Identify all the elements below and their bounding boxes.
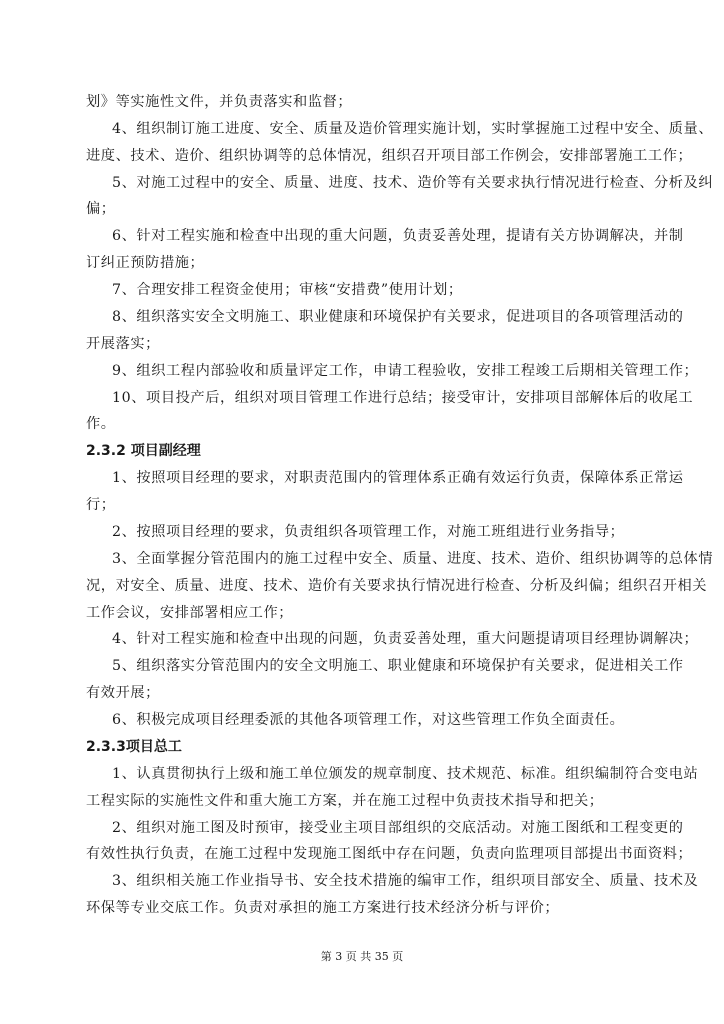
text-line: 有效性执行负责，在施工过程中发现施工图纸中存在问题，负责向监理项目部提出书面资料； [86,846,693,863]
text-line: 订纠正预防措施； [86,255,205,272]
page-footer: 第 3 页 共 35 页 [320,950,404,963]
text-line: 3、组织相关施工作业指导书、安全技术措施的编审工作，组织项目部安全、质量、技术及 [112,873,699,890]
text-line: 6、积极完成项目经理委派的其他各项管理工作，对这些管理工作负全面责任。 [112,712,625,729]
text-line: 2、组织对施工图及时预审，接受业主项目部组织的交底活动。对施工图纸和工程变更的 [112,819,684,836]
text-line: 工作会议，安排部署相应工作； [86,604,294,621]
text-line: 4、组织制订施工进度、安全、质量及造价管理实施计划，实时掌握施工过程中安全、质量、 [112,120,714,137]
text-line: 况，对安全、质量、进度、技术、造价有关要求执行情况进行检查、分析及纠偏；组织召开相关 [86,577,708,594]
text-line: 1、按照项目经理的要求，对职责范围内的管理体系正确有效运行负责，保障体系正常运 [112,470,684,487]
section-heading: 2.3.2 项目副经理 [86,443,201,460]
text-line: 偏； [86,201,116,218]
text-line: 作。 [86,416,116,433]
text-line: 10、项目投产后，组织对项目管理工作进行总结；接受审计，安排项目部解体后的收尾工 [112,389,694,406]
text-line: 8、组织落实安全文明施工、职业健康和环境保护有关要求，促进项目的各项管理活动的 [112,308,684,325]
text-line: 9、组织工程内部验收和质量评定工作，申请工程验收，安排工程竣工后期相关管理工作； [112,362,699,379]
text-line: 行； [86,497,116,514]
text-line: 5、对施工过程中的安全、质量、进度、技术、造价等有关要求执行情况进行检查、分析及纠 [112,174,714,191]
text-line: 有效开展； [86,685,160,702]
text-line: 开展落实； [86,335,160,352]
text-line: 环保等专业交底工作。负责对承担的施工方案进行技术经济分析与评价； [86,900,560,917]
text-line: 6、针对工程实施和检查中出现的重大问题，负责妥善处理，提请有关方协调解决，并制 [112,228,684,245]
section-heading: 2.3.3项目总工 [86,738,182,755]
text-line: 1、认真贯彻执行上级和施工单位颁发的规章制度、技术规范、标准。组织编制符合变电站 [112,765,699,782]
text-line: 工程实际的实施性文件和重大施工方案，并在施工过程中负责技术指导和把关； [86,792,604,809]
text-line: 7、合理安排工程资金使用；审核“安措费”使用计划； [112,282,463,299]
text-line: 5、组织落实分管范围内的安全文明施工、职业健康和环境保护有关要求，促进相关工作 [112,658,684,675]
text-line: 进度、技术、造价、组织协调等的总体情况，组织召开项目部工作例会，安排部署施工工作； [86,147,693,164]
text-line: 2、按照项目经理的要求，负责组织各项管理工作，对施工班组进行业务指导； [112,523,625,540]
text-line: 4、针对工程实施和检查中出现的问题，负责妥善处理，重大问题提请项目经理协调解决； [112,631,699,648]
text-line: 划》等实施性文件，并负责落实和监督； [86,94,353,110]
text-line: 3、全面掌握分管范围内的施工过程中安全、质量、进度、技术、造价、组织协调等的总体情 [112,550,714,567]
